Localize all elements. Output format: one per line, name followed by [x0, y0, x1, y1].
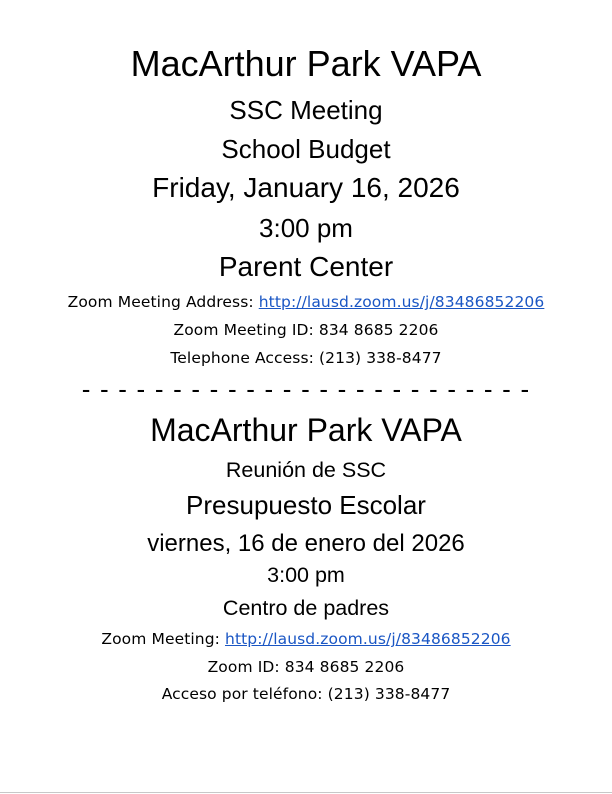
section-separator: - - - - - - - - - - - - - - - - - - - - - - - - - — [81, 374, 531, 404]
spanish-meeting-topic: Presupuesto Escolar — [186, 490, 426, 520]
spanish-zoom-address-label: Zoom Meeting: — [101, 630, 226, 648]
english-meeting-location: Parent Center — [218, 251, 394, 282]
english-zoom-address — [0, 293, 612, 311]
spanish-zoom-address — [0, 630, 612, 648]
english-zoom-link-base: http://lausd.zoom.us/j/ — [258, 293, 435, 311]
english-zoom-id: Zoom Meeting ID: 834 8685 2206 — [173, 321, 439, 339]
spanish-meeting-time: 3:00 pm — [267, 563, 345, 587]
spanish-meeting-location: Centro de padres — [222, 596, 390, 620]
english-zoom-link[interactable] — [259, 293, 545, 311]
english-meeting-title: SSC Meeting — [229, 95, 383, 125]
english-meeting-time: 3:00 pm — [259, 213, 353, 243]
english-meeting-topic: School Budget — [221, 134, 391, 164]
spanish-zoom-link-base: http://lausd.zoom.us/j/ — [225, 630, 402, 648]
spanish-zoom-id: Zoom ID: 834 8685 2206 — [207, 658, 405, 676]
english-phone-access: Telephone Access: (213) 338-8477 — [170, 349, 442, 367]
spanish-school-name: MacArthur Park VAPA — [150, 412, 462, 448]
english-school-name: MacArthur Park VAPA — [130, 43, 482, 84]
spanish-zoom-link[interactable] — [225, 630, 511, 648]
english-meeting-date: Friday, January 16, 2026 — [152, 172, 460, 203]
english-zoom-link-id: 83486852206 — [434, 293, 545, 311]
spanish-zoom-link-id: 83486852206 — [401, 630, 511, 648]
spanish-phone-access: Acceso por teléfono: (213) 338-8477 — [161, 685, 451, 703]
english-zoom-address-label: Zoom Meeting Address: — [67, 293, 259, 311]
spanish-meeting-date: viernes, 16 de enero del 2026 — [147, 530, 465, 557]
spanish-meeting-title: Reunión de SSC — [225, 458, 387, 482]
